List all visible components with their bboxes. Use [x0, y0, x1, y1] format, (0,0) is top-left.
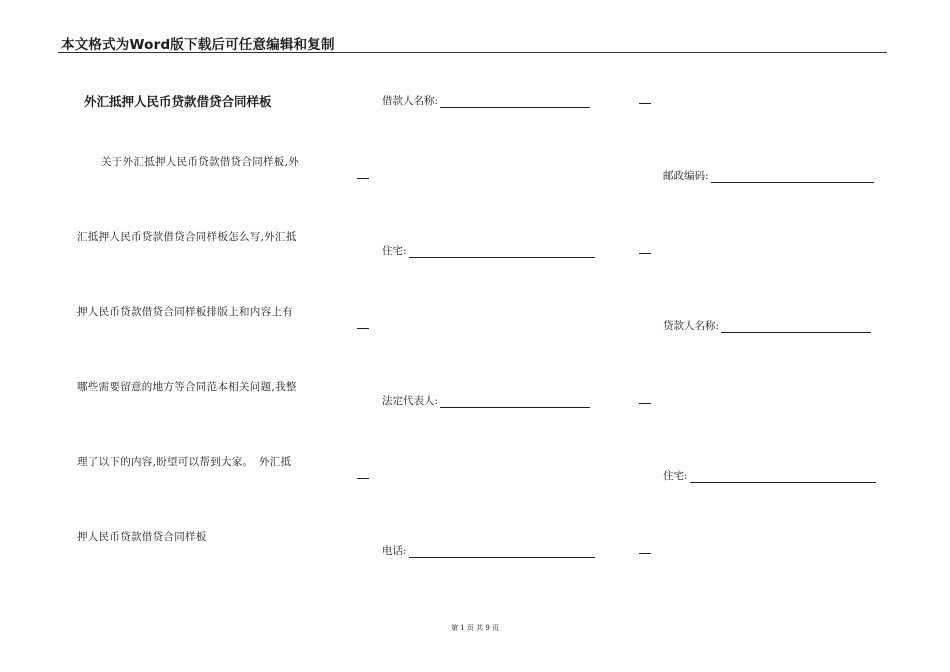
- postcode-blank: [711, 172, 874, 183]
- header-divider: [58, 52, 887, 53]
- body-line-6: 押人民币贷款借贷合同样板: [77, 531, 207, 543]
- lender-address-blank: [690, 472, 876, 483]
- lender-name-field: [663, 318, 871, 333]
- blank-dash: [639, 403, 651, 404]
- borrower-phone-field: [382, 543, 595, 558]
- blank-dash: [639, 553, 651, 554]
- borrower-address-label: 住宅:: [382, 245, 407, 257]
- body-line-3: 押人民币贷款借贷合同样板排版上和内容上有: [77, 306, 293, 318]
- lender-name-blank: [721, 322, 871, 333]
- borrower-address-blank: [409, 247, 595, 258]
- borrower-rep-field: [382, 393, 590, 408]
- borrower-name-label: 借款人名称:: [382, 95, 439, 107]
- borrower-rep-label: 法定代表人:: [382, 395, 439, 407]
- body-line-5: 理了以下的内容,盼望可以帮到大家。 外汇抵: [77, 456, 292, 468]
- borrower-name-field: [382, 93, 590, 108]
- document-title: 外汇抵押人民币贷款借贷合同样板: [84, 94, 272, 109]
- body-line-2: 汇抵押人民币贷款借贷合同样板怎么写,外汇抵: [77, 231, 297, 243]
- borrower-address-field: [382, 243, 595, 258]
- postcode-field: [663, 168, 874, 183]
- blank-dash: [357, 328, 369, 329]
- borrower-phone-blank: [409, 547, 595, 558]
- postcode-label: 邮政编码:: [663, 170, 709, 182]
- lender-name-label: 贷款人名称:: [663, 320, 720, 332]
- borrower-phone-label: 电话:: [382, 545, 407, 557]
- borrower-name-blank: [440, 97, 590, 108]
- lender-address-field: [663, 468, 876, 483]
- blank-dash: [639, 103, 651, 104]
- body-line-4: 哪些需要留意的地方等合同范本相关问题,我整: [77, 381, 297, 393]
- blank-dash: [639, 253, 651, 254]
- lender-address-label: 住宅:: [663, 470, 688, 482]
- body-line-1: 关于外汇抵押人民币贷款借贷合同样板,外: [101, 156, 300, 168]
- header-title: 本文格式为Word版下载后可任意编辑和复制: [61, 37, 335, 53]
- page-number: 第 1 页 共 9 页: [450, 624, 500, 632]
- blank-dash: [357, 178, 369, 179]
- borrower-rep-blank: [440, 397, 590, 408]
- blank-dash: [357, 478, 369, 479]
